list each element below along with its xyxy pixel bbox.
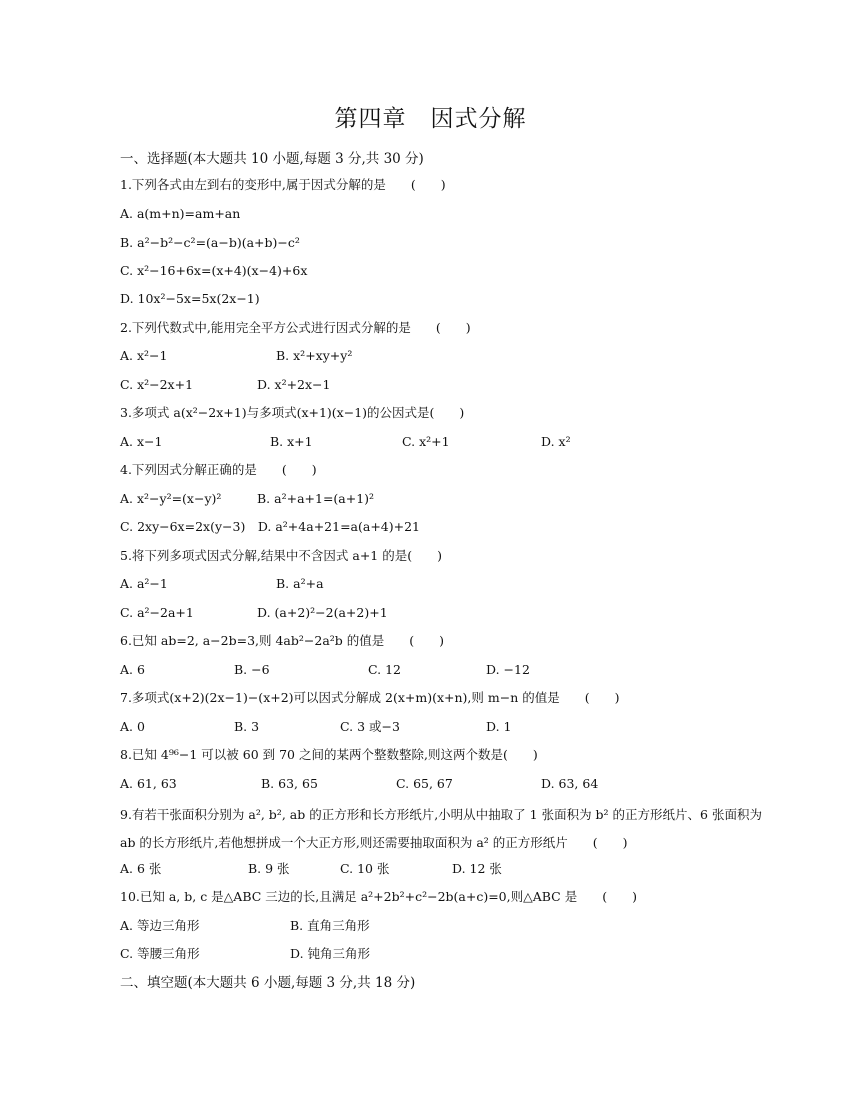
question-3-option-d: D. x² xyxy=(541,434,571,449)
question-7-option-c: C. 3 或−3 xyxy=(340,719,400,734)
question-5-option-c: C. a²−2a+1 xyxy=(120,605,194,620)
question-2-option-d: D. x²+2x−1 xyxy=(257,377,331,392)
question-10-options-row2 xyxy=(120,945,780,963)
question-2-options-row1 xyxy=(120,347,780,365)
question-7-option-b: B. 3 xyxy=(234,719,260,734)
question-3-options xyxy=(120,433,780,451)
question-9-option-c: C. 10 张 xyxy=(340,861,390,876)
question-1-option-b: B. a²−b²−c²=(a−b)(a+b)−c² xyxy=(120,235,300,250)
question-7-option-a: A. 0 xyxy=(120,719,145,734)
question-5-option-d: D. (a+2)²−2(a+2)+1 xyxy=(257,605,388,620)
question-6-options xyxy=(120,661,780,679)
question-2-option-a: A. x²−1 xyxy=(120,348,168,363)
question-5-option-a: A. a²−1 xyxy=(120,576,168,591)
question-2-options-row2 xyxy=(120,376,780,394)
question-1-option-d: D. 10x²−5x=5x(2x−1) xyxy=(120,291,260,306)
question-6-option-a: A. 6 xyxy=(120,662,145,677)
question-10-stem: 10.已知 a, b, c 是△ABC 三边的长,且满足 a²+2b²+c²−2b(a+c)=0,则△ABC 是 ( ) xyxy=(120,889,637,904)
question-1-option-a: A. a(m+n)=am+an xyxy=(120,206,241,221)
question-4-option-b: B. a²+a+1=(a+1)² xyxy=(257,491,375,506)
question-6-option-b: B. −6 xyxy=(234,662,270,677)
question-7-options xyxy=(120,718,780,736)
question-10-option-c: C. 等腰三角形 xyxy=(120,946,200,961)
question-8-option-c: C. 65, 67 xyxy=(396,776,453,791)
question-9-option-a: A. 6 张 xyxy=(120,861,162,876)
question-5-stem: 5.将下列多项式因式分解,结果中不含因式 a+1 的是( ) xyxy=(120,548,442,563)
question-2-stem: 2.下列代数式中,能用完全平方公式进行因式分解的是 ( ) xyxy=(120,320,471,335)
question-9-option-d: D. 12 张 xyxy=(452,861,502,876)
question-10-options-row1 xyxy=(120,917,780,935)
question-8-option-a: A. 61, 63 xyxy=(120,776,177,791)
question-1-option-c: C. x²−16+6x=(x+4)(x−4)+6x xyxy=(120,263,308,278)
question-4-options-row2: C. 2xy−6x=2x(y−3) D. a²+4a+21=a(a+4)+21 xyxy=(120,519,421,534)
question-10-option-d: D. 钝角三角形 xyxy=(290,946,371,961)
question-6-option-d: D. −12 xyxy=(486,662,530,677)
question-7-stem: 7.多项式(x+2)(2x−1)−(x+2)可以因式分解成 2(x+m)(x+n),则 m−n 的值是 ( ) xyxy=(120,690,620,705)
question-10-option-a: A. 等边三角形 xyxy=(120,918,200,933)
section-2-heading: 二、填空题(本大题共 6 小题,每题 3 分,共 18 分) xyxy=(120,975,416,991)
section-1-heading: 一、选择题(本大题共 10 小题,每题 3 分,共 30 分) xyxy=(120,151,424,167)
question-3-option-a: A. x−1 xyxy=(120,434,163,449)
question-10-option-b: B. 直角三角形 xyxy=(290,918,370,933)
question-9-options xyxy=(120,860,780,878)
question-9-stem: 9.有若干张面积分别为 a², b², ab 的正方形和长方形纸片,小明从中抽取了 1 张面积为 b² 的正方形纸片、6 张面积为 ab 的长方形纸片,若他想拼成一个大正方形,则还需要抽取面积为 a² 的正方形纸片 ( ) xyxy=(120,807,762,850)
page-title: 第四章 因式分解 xyxy=(334,106,527,132)
question-3-option-c: C. x²+1 xyxy=(402,434,450,449)
question-3-option-b: B. x+1 xyxy=(270,434,313,449)
question-1-stem: 1.下列各式由左到右的变形中,属于因式分解的是 ( ) xyxy=(120,177,446,192)
question-5-options-row1 xyxy=(120,575,780,593)
question-8-option-d: D. 63, 64 xyxy=(541,776,599,791)
question-8-options xyxy=(120,775,780,793)
question-6-stem: 6.已知 ab=2, a−2b=3,则 4ab²−2a²b 的值是 ( ) xyxy=(120,633,445,648)
question-4-option-a: A. x²−y²=(x−y)² xyxy=(120,491,222,506)
question-3-stem: 3.多项式 a(x²−2x+1)与多项式(x+1)(x−1)的公因式是( ) xyxy=(120,405,465,420)
question-8-option-b: B. 63, 65 xyxy=(261,776,318,791)
question-4-options-row1 xyxy=(120,490,780,508)
question-8-stem: 8.已知 4⁹⁶−1 可以被 60 到 70 之间的某两个整数整除,则这两个数是( ) xyxy=(120,747,538,762)
question-9-option-b: B. 9 张 xyxy=(248,861,290,876)
question-7-option-d: D. 1 xyxy=(486,719,512,734)
question-5-options-row2 xyxy=(120,604,780,622)
question-5-option-b: B. a²+a xyxy=(276,576,324,591)
question-2-option-b: B. x²+xy+y² xyxy=(276,348,353,363)
question-2-option-c: C. x²−2x+1 xyxy=(120,377,194,392)
question-4-stem: 4.下列因式分解正确的是 ( ) xyxy=(120,462,317,477)
question-6-option-c: C. 12 xyxy=(368,662,401,677)
